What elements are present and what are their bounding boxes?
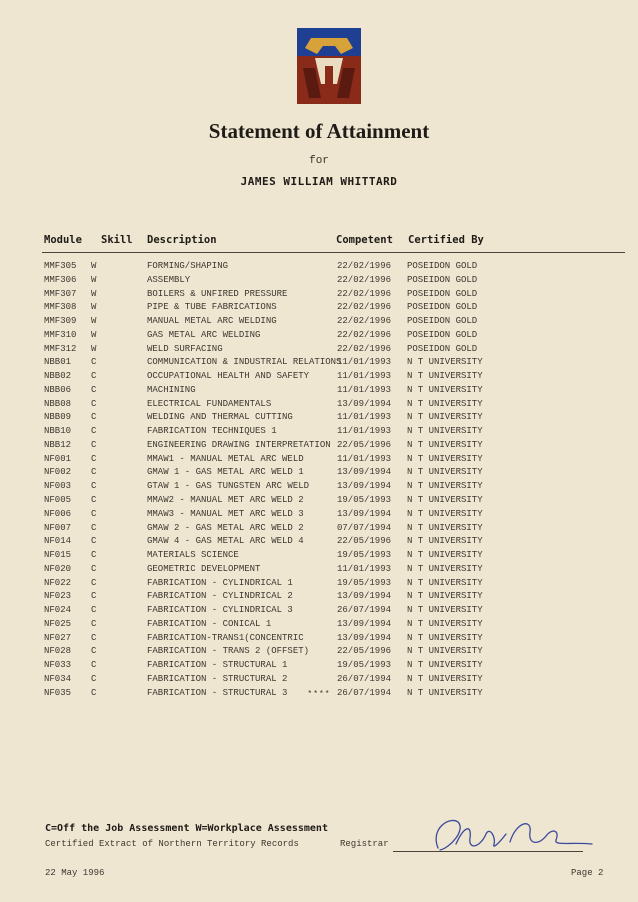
cell-skill: W (91, 302, 97, 313)
table-row (0, 590, 638, 604)
cell-competent: 22/05/1996 (337, 439, 392, 450)
cell-skill: C (91, 453, 97, 464)
cell-description: GTAW 1 - GAS TUNGSTEN ARC WELD (147, 481, 310, 492)
cell-description: MANUAL METAL ARC WELDING (147, 316, 277, 327)
institution-crest-icon (297, 28, 361, 104)
cell-skill: C (91, 495, 97, 506)
cell-skill: C (91, 687, 97, 698)
cell-description: MMAW2 - MANUAL MET ARC WELD 2 (147, 495, 304, 506)
cell-module: MMF305 (44, 261, 77, 271)
cell-certified-by: POSEIDON GOLD (407, 343, 478, 354)
cell-description: FABRICATION TECHNIQUES 1 (147, 426, 277, 437)
cell-certified-by: N T UNIVERSITY (407, 536, 483, 547)
cell-skill: C (91, 426, 97, 437)
cell-certified-by: POSEIDON GOLD (407, 261, 478, 271)
cell-certified-by: POSEIDON GOLD (407, 274, 478, 285)
cell-certified-by: POSEIDON GOLD (407, 288, 478, 299)
cell-description: FABRICATION - CYLINDRICAL 3 (147, 605, 293, 616)
cell-certified-by: POSEIDON GOLD (407, 316, 478, 327)
table-row (0, 563, 638, 577)
cell-description: PIPE & TUBE FABRICATIONS (147, 302, 277, 313)
header-divider (42, 252, 625, 253)
cell-description: FABRICATION - STRUCTURAL 1 (147, 660, 288, 671)
cell-skill: C (91, 632, 97, 643)
cell-module: NF020 (44, 563, 72, 574)
cell-module: MMF306 (44, 274, 77, 285)
cell-description: FABRICATION - CYLINDRICAL 2 (147, 591, 293, 602)
table-row (0, 645, 638, 659)
cell-description: FABRICATION - CONICAL 1 (147, 618, 272, 629)
cell-skill: C (91, 371, 97, 382)
cell-module: NBB06 (44, 384, 72, 395)
table-row (0, 659, 638, 673)
cell-skill: W (91, 288, 97, 299)
table-row (0, 411, 638, 425)
table-row (0, 356, 638, 370)
cell-certified-by: N T UNIVERSITY (407, 495, 483, 506)
cell-competent: 11/01/1993 (337, 371, 392, 382)
cell-certified-by: N T UNIVERSITY (407, 453, 483, 464)
cell-module: NBB09 (44, 412, 72, 423)
recipient-name: JAMES WILLIAM WHITTARD (240, 175, 398, 188)
cell-module: NF022 (44, 577, 72, 588)
column-header-module: Module (44, 234, 82, 246)
table-row (0, 466, 638, 480)
cell-competent: 19/05/1993 (337, 495, 392, 506)
cell-competent: 11/01/1993 (337, 426, 392, 437)
table-row (0, 522, 638, 536)
cell-certified-by: N T UNIVERSITY (407, 577, 483, 588)
table-row (0, 384, 638, 398)
cell-certified-by: N T UNIVERSITY (407, 384, 483, 395)
cell-skill: C (91, 467, 97, 478)
table-row (0, 632, 638, 646)
cell-skill: W (91, 316, 97, 327)
table-row (0, 315, 638, 329)
cell-competent: 19/05/1993 (337, 660, 392, 671)
cell-module: NF027 (44, 632, 72, 643)
cell-competent: 13/09/1994 (337, 467, 392, 478)
cell-module: NF003 (44, 481, 72, 492)
cell-module: NF024 (44, 605, 72, 616)
cell-module: NF028 (44, 646, 72, 657)
certified-extract-note: Certified Extract of Northern Territory Records (45, 839, 299, 849)
cell-certified-by: N T UNIVERSITY (407, 660, 483, 671)
cell-competent: 19/05/1993 (337, 577, 392, 588)
cell-module: NF014 (44, 536, 72, 547)
table-row (0, 494, 638, 508)
cell-skill: W (91, 329, 97, 340)
cell-certified-by: N T UNIVERSITY (407, 522, 483, 533)
column-header-competent: Competent (336, 234, 393, 246)
end-marker: **** (307, 690, 331, 699)
cell-certified-by: N T UNIVERSITY (407, 371, 483, 382)
cell-skill: C (91, 384, 97, 395)
cell-skill: C (91, 618, 97, 629)
table-row (0, 508, 638, 522)
table-row (0, 673, 638, 687)
table-row (0, 604, 638, 618)
cell-competent: 11/01/1993 (337, 357, 392, 368)
cell-module: NBB08 (44, 398, 72, 409)
table-row (0, 274, 638, 288)
cell-certified-by: N T UNIVERSITY (407, 508, 483, 519)
cell-competent: 13/09/1994 (337, 508, 392, 519)
cell-competent: 11/01/1993 (337, 412, 392, 423)
cell-competent: 13/09/1994 (337, 398, 392, 409)
cell-description: MMAW3 - MANUAL MET ARC WELD 3 (147, 508, 304, 519)
cell-certified-by: N T UNIVERSITY (407, 550, 483, 561)
for-label: for (309, 155, 329, 167)
cell-competent: 19/05/1993 (337, 550, 392, 561)
cell-certified-by: POSEIDON GOLD (407, 329, 478, 340)
cell-skill: C (91, 660, 97, 671)
cell-module: MMF310 (44, 329, 77, 340)
cell-skill: C (91, 673, 97, 684)
cell-competent: 22/02/1996 (337, 302, 392, 313)
table-row (0, 425, 638, 439)
column-header-skill: Skill (101, 234, 133, 246)
cell-module: NF006 (44, 508, 72, 519)
cell-certified-by: N T UNIVERSITY (407, 467, 483, 478)
cell-module: NBB01 (44, 357, 72, 368)
table-row (0, 370, 638, 384)
cell-certified-by: N T UNIVERSITY (407, 412, 483, 423)
assessment-legend: C=Off the Job Assessment W=Workplace Assessment (45, 823, 328, 834)
cell-competent: 26/07/1994 (337, 673, 392, 684)
cell-skill: C (91, 412, 97, 423)
cell-description: FABRICATION-TRANS1(CONCENTRIC (147, 632, 304, 643)
page-number: Page 2 (571, 868, 604, 878)
cell-module: NF025 (44, 618, 72, 629)
cell-competent: 11/01/1993 (337, 384, 392, 395)
column-header-description: Description (147, 234, 217, 246)
cell-skill: C (91, 522, 97, 533)
cell-description: FABRICATION - CYLINDRICAL 1 (147, 577, 293, 588)
table-row (0, 329, 638, 343)
cell-module: NF015 (44, 550, 72, 561)
cell-certified-by: N T UNIVERSITY (407, 398, 483, 409)
table-row (0, 439, 638, 453)
cell-competent: 22/02/1996 (337, 261, 392, 271)
cell-module: MMF307 (44, 288, 77, 299)
cell-description: FABRICATION - STRUCTURAL 3 (147, 687, 288, 698)
cell-competent: 26/07/1994 (337, 687, 392, 698)
cell-competent: 11/01/1993 (337, 563, 392, 574)
cell-module: MMF309 (44, 316, 77, 327)
table-row (0, 398, 638, 412)
cell-skill: W (91, 261, 97, 271)
table-row (0, 549, 638, 563)
cell-certified-by: N T UNIVERSITY (407, 439, 483, 450)
cell-description: MMAW1 - MANUAL METAL ARC WELD (147, 453, 304, 464)
cell-skill: C (91, 605, 97, 616)
cell-competent: 22/02/1996 (337, 316, 392, 327)
cell-description: FORMING/SHAPING (147, 261, 229, 271)
cell-certified-by: POSEIDON GOLD (407, 302, 478, 313)
cell-module: NBB02 (44, 371, 72, 382)
cell-module: NF007 (44, 522, 72, 533)
cell-description: MACHINING (147, 384, 196, 395)
table-row (0, 480, 638, 494)
cell-description: ELECTRICAL FUNDAMENTALS (147, 398, 272, 409)
cell-module: NF023 (44, 591, 72, 602)
cell-description: MATERIALS SCIENCE (147, 550, 239, 561)
cell-module: NF002 (44, 467, 72, 478)
cell-certified-by: N T UNIVERSITY (407, 605, 483, 616)
cell-competent: 22/02/1996 (337, 343, 392, 354)
cell-competent: 26/07/1994 (337, 605, 392, 616)
table-row (0, 535, 638, 549)
cell-description: GAS METAL ARC WELDING (147, 329, 261, 340)
cell-description: WELDING AND THERMAL CUTTING (147, 412, 293, 423)
cell-description: OCCUPATIONAL HEALTH AND SAFETY (147, 371, 310, 382)
cell-description: GMAW 4 - GAS METAL ARC WELD 4 (147, 536, 304, 547)
cell-certified-by: N T UNIVERSITY (407, 687, 483, 698)
cell-competent: 22/05/1996 (337, 646, 392, 657)
document-title: Statement of Attainment (208, 119, 430, 143)
cell-skill: C (91, 536, 97, 547)
cell-description: GEOMETRIC DEVELOPMENT (147, 563, 261, 574)
cell-competent: 07/07/1994 (337, 522, 392, 533)
table-row (0, 301, 638, 315)
cell-skill: W (91, 274, 97, 285)
cell-certified-by: N T UNIVERSITY (407, 646, 483, 657)
cell-competent: 11/01/1993 (337, 453, 392, 464)
attainment-table (0, 260, 638, 701)
cell-skill: C (91, 563, 97, 574)
cell-certified-by: N T UNIVERSITY (407, 632, 483, 643)
registrar-label: Registrar (340, 839, 389, 849)
cell-description: GMAW 1 - GAS METAL ARC WELD 1 (147, 467, 304, 478)
cell-competent: 13/09/1994 (337, 632, 392, 643)
cell-module: MMF312 (44, 343, 77, 354)
cell-certified-by: N T UNIVERSITY (407, 357, 483, 368)
cell-module: NBB12 (44, 439, 72, 450)
table-row (0, 343, 638, 357)
cell-module: NF034 (44, 673, 72, 684)
cell-competent: 22/02/1996 (337, 274, 392, 285)
cell-competent: 13/09/1994 (337, 591, 392, 602)
cell-module: MMF308 (44, 302, 77, 313)
cell-competent: 22/05/1996 (337, 536, 392, 547)
cell-certified-by: N T UNIVERSITY (407, 426, 483, 437)
cell-skill: C (91, 357, 97, 368)
cell-module: NF033 (44, 660, 72, 671)
cell-description: FABRICATION - TRANS 2 (OFFSET) (147, 646, 310, 657)
cell-module: NF005 (44, 495, 72, 506)
issue-date: 22 May 1996 (45, 868, 105, 878)
cell-skill: W (91, 343, 97, 354)
cell-competent: 13/09/1994 (337, 481, 392, 492)
cell-skill: C (91, 439, 97, 450)
cell-description: WELD SURFACING (147, 343, 223, 354)
cell-certified-by: N T UNIVERSITY (407, 563, 483, 574)
cell-module: NF001 (44, 453, 72, 464)
cell-skill: C (91, 577, 97, 588)
cell-description: ENGINEERING DRAWING INTERPRETATION (147, 439, 331, 450)
cell-certified-by: N T UNIVERSITY (407, 591, 483, 602)
cell-module: NBB10 (44, 426, 72, 437)
table-row (0, 453, 638, 467)
cell-module: NF035 (44, 687, 72, 698)
cell-skill: C (91, 481, 97, 492)
cell-certified-by: N T UNIVERSITY (407, 481, 483, 492)
table-row (0, 288, 638, 302)
table-row (0, 577, 638, 591)
cell-certified-by: N T UNIVERSITY (407, 673, 483, 684)
cell-description: BOILERS & UNFIRED PRESSURE (147, 288, 288, 299)
table-row (0, 618, 638, 632)
cell-description: COMMUNICATION & INDUSTRIAL RELATIONS (147, 357, 342, 368)
cell-description: FABRICATION - STRUCTURAL 2 (147, 673, 288, 684)
column-header-certified-by: Certified By (408, 234, 484, 246)
cell-skill: C (91, 398, 97, 409)
cell-skill: C (91, 550, 97, 561)
cell-description: ASSEMBLY (147, 274, 191, 285)
cell-skill: C (91, 591, 97, 602)
cell-competent: 22/02/1996 (337, 288, 392, 299)
table-row (0, 260, 638, 274)
cell-skill: C (91, 508, 97, 519)
cell-description: GMAW 2 - GAS METAL ARC WELD 2 (147, 522, 304, 533)
cell-competent: 22/02/1996 (337, 329, 392, 340)
registrar-signature (420, 808, 600, 858)
cell-certified-by: N T UNIVERSITY (407, 618, 483, 629)
cell-skill: C (91, 646, 97, 657)
cell-competent: 13/09/1994 (337, 618, 392, 629)
